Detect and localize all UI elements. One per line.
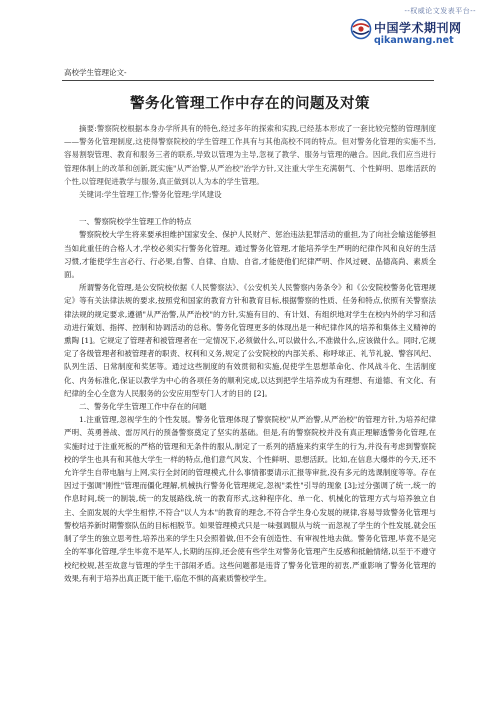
logo-tagline: --权威论文发表平台-- <box>404 7 476 15</box>
logo-name-cn: 中国学术期刊网 <box>374 21 462 35</box>
article-title: 警务化管理工作中存在的问题及对策 <box>130 96 370 112</box>
section-2-heading: 二、警务化学生管理工作中存在的问题 <box>79 402 207 412</box>
logo-domain: qikanwang.net <box>374 35 454 46</box>
running-header: 高校学生管理论文- <box>64 68 127 77</box>
section-1-paragraph-1: 警察院校大学生将来要承担维护国家安全、保护人民财产、惩治违法犯罪活动的重担,为了向社会输送能够担当如此重任的合格人才,学校必须实行警务化管理。通过警务化管理,才能培养学生严明的纪律作风和良好的生活习惯,才能使学生言必行、行必果,自警、自律、自励、自省,才能使他们纪律严明、作风过硬、品德高尚、素质全面。 <box>64 230 436 280</box>
section-2-paragraph-1: 1.注重管理,忽视学生的个性发展。警务化管理体现了警察院校"从严治警,从严治校"的管理方针,为培养纪律严明、英勇善战、雷厉风行的预备警察奠定了坚实的基础。但是,有的警察院校并没有真正理解透警务化管理,在实施时过于注重死板的严格的管理和无条件的服从,制定了一系列的措施来约束学生的行为,并没有考虑到警察院校的学生也具有和其他大学生一样的特点,他们意气风发、个性鲜明、思想活跃。比如,在信息大爆炸的今天,还不允许学生自带电脑与上网,实行全封闭的管理模式,什么事情都要请示汇报等审批,没有多元的选课制度等等。存在因过于强调"刚性"管理而僵化理解,机械执行警务化管理规定,忽视"柔性"引导的现象 [3];过分强调了统一,统一的作息时间,统一的制装,统一的发展路线,统一的教育形式,这种程序化、单一化、机械化的管理方式与培养独立自主、全面发展的大学生相悖,不符合"以人为本"的教育的理念,不符合学生身心发展的规律,容易导致警务化管理与警校培养新时期警察队伍的目标相脱节。如果管理模式只是一味强调服从与统一而忽视了学生的个性发展,就会压制了学生的独立思考性,培养出来的学生只会照着做,但不会有创造性、有审视性地去做。警务化管理,毕竟不是完全的军事化管理,学生毕竟不是军人,长期的压抑,还会使有些学生对警务化管理产生反感和抵触情绪,以至于不遵守校纪校规,甚至故意与管理的学生干部闹矛盾。这些问题都是违背了警务化管理的初衷,严重影响了警务化管理的效果,有利于培养出真正既干能干,临危不惧的高素质警校学生。 <box>64 415 436 583</box>
article-body <box>64 92 436 585</box>
header-divider <box>62 80 434 81</box>
globe-emblem-icon <box>350 18 372 40</box>
abstract-paragraph: 摘要:警察院校根据本身办学所具有的特色,经过多年的探索和实践,已经基本形成了一套比较完整的管理制度——警务化管理制度,这使得警察院校的学生管理工作具有与其他高校不同的特点。但对警务化管理的实施不当,容易割裂管理、教育和服务三者的联系,导致以管理为主导,忽视了教学、服务与管理的融合。因此,我们应当进行管理体制上的改革和创新,既实施"从严治警,从严治校"治学方针,又注重大学生充满朝气、个性鲜明、思维活跃的个性,以管理促进教学与服务,真正做到以人为本的学生管理。 <box>64 124 436 186</box>
journal-logo[interactable] <box>344 6 476 64</box>
keywords-line: 关键词:学生管理工作;警务化管理;学风建设 <box>79 190 222 200</box>
section-1-paragraph-2: 所谓警务化管理,是公安院校依据《人民警察法》、《公安机关人民警察内务条令》和《公安院校警务化管理规定》等有关法律法规的要求,按照党和国家的教育方针和教育目标,根据警察的性质、任务和特点,依照有关警察法律法规的规定要求,遵循"从严治警,从严治校"的方针,实施有目的、有计划、有组织地对学生在校内外的学习和活动进行策划、指挥、控制和协调活动的总称。警务化管理更多的体现出是一种纪律作风的培养和集体主义精神的熏陶 [1]。它规定了管理者和被管理者在一定情况下,必须做什么,可以做什么,不准做什么,应该做什么。同时,它规定了各级管理者和被管理者的职责、权利和义务,规定了公安院校的内部关系、称呼球正、礼节礼貌、警容风纪、队列生活、日常制度和奖惩等。通过这些制度的有效贯彻和实施,促使学生思想革命化、作风战斗化、生活制度化、内务标准化,保证以教学为中心的各项任务的顺利完成,以达到把学生培养成为有理想、有道德、有文化、有纪律的全心全意为人民服务的公安应用型专门人才的目的 [2]。 <box>64 283 436 398</box>
section-1-heading: 一、警察院校学生管理工作的特点 <box>79 217 192 227</box>
